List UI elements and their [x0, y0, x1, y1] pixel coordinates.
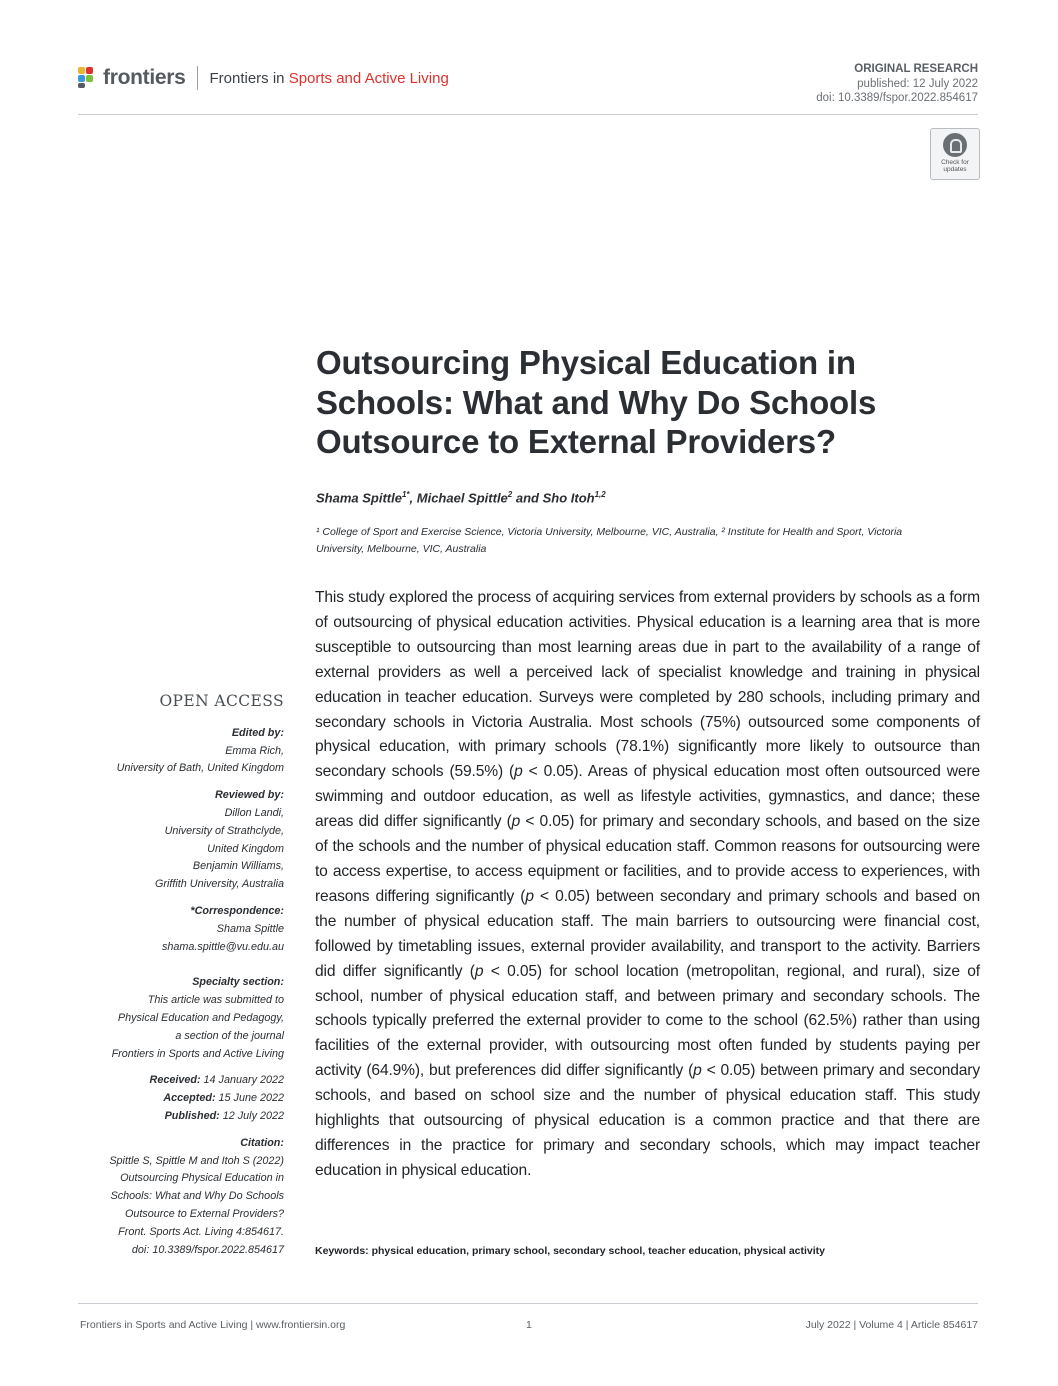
dates-section: Received: 14 January 2022 Accepted: 15 June 2022 Published: 12 July 2022	[149, 1074, 284, 1122]
abstract: This study explored the process of acquiring services from external providers by schools as a form of outsourcing of physical education activities. Physical education is a learning area that is more susceptible to outsourcing than most learning areas due in part to the availability of a range of external providers as well a perceived lack of specialist knowledge and training in physical education in teacher education. Surveys were completed by 280 schools, including primary and secondary schools in Victoria Australia. Most schools (75%) outsourced some components of physical education, with primary schools (78.1%) significantly more likely to outsource than secondary schools (59.5%) (p < 0.05). Areas of physical education most often outsourced were swimming and outdoor education, as well as lifestyle activities, gymnastics, and dance; these areas did differ significantly (p < 0.05) for primary and secondary schools, and based on the size of the schools and the number of physical education staff. Common reasons for outsourcing were to access expertise, to access equipment or facilities, and to provide access to experiences, with reasons differing significantly (p < 0.05) between secondary and primary schools and based on the number of physical education staff. The main barriers to outsourcing were financial cost, followed by timetabling issues, external provider availability, and transport to the activity. Barriers did differ significantly (p < 0.05) for school location (metropolitan, regional, and rural), size of school, number of physical education staff, and between primary and secondary schools. The schools typically preferred the external provider to come to the school (62.5%) rather than using facilities of the external provider, with outsourcing most often funded by students paying per activity (64.9%), but preferences did differ significantly (p < 0.05) between primary and secondary schools, and based on school size and the number of physical education staff. This study highlights that outsourcing of physical education is a common practice and that there are differences in the practice for primary and secondary schools, which may impact teacher education in physical education.	[315, 589, 981, 1179]
check-for-updates-badge[interactable]	[930, 128, 980, 180]
author-affiliation-mark: 1,2	[594, 490, 606, 499]
check-updates-label: Check for updates	[941, 159, 969, 173]
article-type: ORIGINAL RESEARCH	[854, 63, 978, 75]
article-meta	[816, 62, 978, 106]
specialty-section: Specialty section: This article was submitted to Physical Education and Pedagogy, a section of the journal Frontiers in Sports and Active Living	[111, 976, 284, 1060]
correspondence-section: *Correspondence: Shama Spittle shama.spittle@vu.edu.au	[80, 903, 284, 956]
footer-issue-info: July 2022 | Volume 4 | Article 854617	[805, 1319, 978, 1331]
citation-doi[interactable]: doi: 10.3389/fspor.2022.854617	[131, 1243, 284, 1256]
article-doi[interactable]: doi: 10.3389/fspor.2022.854617	[816, 92, 978, 104]
frontiers-logo[interactable]	[78, 64, 449, 92]
journal-name[interactable]: Frontiers in Sports and Active Living	[209, 69, 449, 87]
article-info-sidebar	[80, 693, 284, 1268]
page-number: 1	[526, 1319, 532, 1331]
logo-wordmark: frontiers	[103, 66, 186, 89]
author-affiliation-mark: 1*	[401, 490, 410, 499]
footer-divider	[78, 1303, 978, 1304]
title-line: Outsource to External Providers?	[316, 423, 836, 460]
article-title	[316, 343, 986, 462]
author-affiliation-mark: 2	[507, 490, 513, 499]
title-line: Schools: What and Why Do Schools	[316, 383, 877, 421]
citation-section: Citation: Spittle S, Spittle M and Itoh S (2022) Outsourcing Physical Education in Schools: What and Why Do Schools Outsource to External Providers? Front. Sports Act. Living 4:854617. doi: 10.3389/fspor.2022.854617	[80, 1135, 284, 1260]
bookmark-icon	[943, 133, 967, 157]
title-line: Outsourcing Physical Education in	[316, 344, 856, 381]
author-name[interactable]: Michael Spittle	[416, 490, 508, 506]
edited-by-section: Edited by: Emma Rich, University of Bath, United Kingdom	[116, 726, 284, 775]
footer-journal-link[interactable]: Frontiers in Sports and Active Living | www.frontiersin.org	[80, 1319, 346, 1331]
published-date: published: 12 July 2022	[857, 77, 978, 90]
journal-name-accent: Sports and Active Living	[288, 69, 449, 87]
reviewed-by-section: Reviewed by: Dillon Landi, University of Strathclyde, United Kingdom Benjamin Williams, Griffith University, Australia	[155, 789, 284, 891]
open-access-label[interactable]: OPEN ACCESS	[159, 692, 284, 710]
frontiers-logo-icon	[78, 67, 100, 89]
keywords: Keywords: physical education, primary school, secondary school, teacher education, physical activity	[315, 1245, 825, 1257]
header-divider	[78, 114, 978, 115]
logo-divider	[197, 66, 198, 90]
author-list: Shama Spittle$^{1*}$, Michael Spittle$^2$ and Sho Itoh$^{1,2}$	[316, 490, 606, 506]
correspondence-email[interactable]: shama.spittle@vu.edu.au	[162, 940, 284, 953]
author-name[interactable]: Sho Itoh	[542, 490, 595, 506]
author-name[interactable]: Shama Spittle	[316, 490, 402, 506]
affiliations: ¹ College of Sport and Exercise Science, Victoria University, Melbourne, VIC, Australia, ² Institute for Health and Sport, Victoria University, Melbourne, VIC, Australia	[316, 526, 903, 555]
